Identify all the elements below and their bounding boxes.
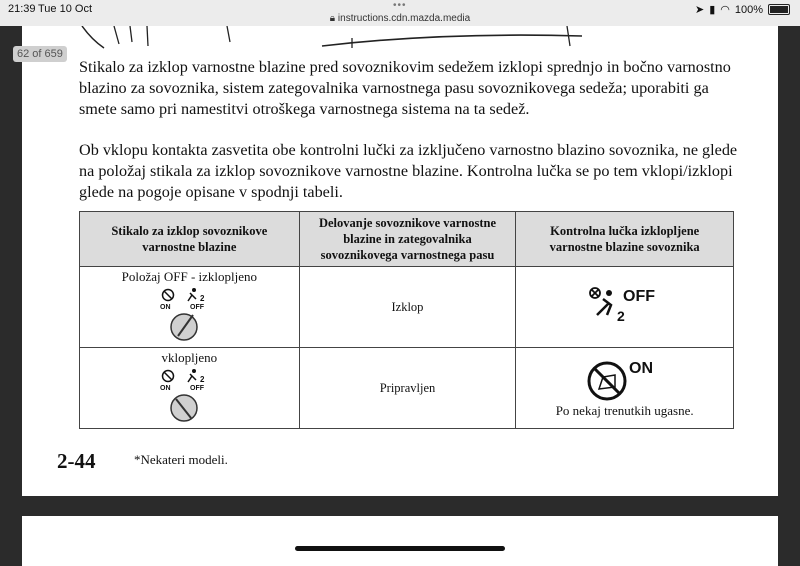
table-header-row	[80, 212, 734, 267]
seat-number: 2	[200, 375, 205, 384]
status-time: 21:39	[8, 3, 36, 15]
switch-cell	[80, 348, 300, 429]
operation-cell: Izklop	[299, 267, 516, 348]
indicator-paragraph: Ob vklopu kontakta zasvetita obe kontrolni lučki za izključeno varnostno blazino sovoznika, ne glede na položaj stikala za izklop sovoznikove varnostne blazine. Kontrolna lučka se po tem vklopi/izklopi glede na pogoje opisane v spodnji tabeli.	[79, 141, 738, 201]
table-header: Kontrolna lučka izklopljene varnostne blazine sovoznika	[516, 212, 734, 267]
status-date: Tue 10 Oct	[38, 3, 93, 15]
operation-cell: Pripravljen	[299, 348, 516, 429]
table-header: Stikalo za izklop sovoznikove varnostne blazine	[80, 212, 300, 267]
airbag-switch-on-icon	[154, 368, 224, 424]
status-bar	[0, 0, 800, 26]
off-label: OFF	[190, 304, 205, 311]
airbag-switch-off-icon	[154, 287, 224, 343]
address-bar[interactable]	[0, 13, 800, 24]
indicator-text: ON	[628, 360, 653, 377]
off-label: OFF	[190, 385, 205, 392]
airbag-on-indicator-icon	[585, 357, 665, 403]
intro-paragraph: Stikalo za izklop varnostne blazine pred sovoznikovim sedežem izklopi sprednjo in bočno varnostno blazino za sovoznika, sistem zategovalnika varnostnega pasu sovoznikovega sedeža; uporabiti ga smete samo pri namestitvi otroškega varnostnega sistema na ta sedež.	[79, 58, 731, 118]
seat-number: 2	[200, 294, 205, 303]
indicator-note: Po nekaj trenutkih ugasne.	[555, 403, 694, 418]
seat-number: 2	[616, 308, 625, 324]
url-text: instructions.cdn.mazda.media	[337, 13, 471, 24]
airbag-off-indicator-icon	[585, 281, 665, 329]
next-page	[22, 516, 778, 566]
lock-icon: 🔒︎	[329, 13, 336, 24]
table-header: Delovanje sovoznikove varnostne blazine in zategovalnika sovoznikovega varnostnega pasu	[299, 212, 516, 267]
battery-icon	[768, 4, 790, 15]
wifi-icon: ◠	[720, 4, 730, 16]
status-icons	[695, 3, 790, 16]
more-dots-icon[interactable]: •••	[393, 0, 407, 11]
on-label: ON	[160, 385, 171, 392]
home-indicator[interactable]	[295, 546, 505, 551]
table-row	[80, 267, 734, 348]
illustration-fragment	[22, 26, 778, 52]
page-counter: 62 of 659	[13, 46, 67, 62]
battery-text: 100%	[734, 3, 763, 16]
indicator-cell	[516, 348, 734, 429]
page-number: 2-44	[57, 449, 96, 473]
indicator-text: OFF	[622, 288, 655, 305]
indicator-cell	[516, 267, 734, 348]
document-page	[22, 26, 778, 496]
signal-icon: ▮	[709, 4, 716, 16]
table-row	[80, 348, 734, 429]
location-icon: ➤	[694, 4, 705, 16]
footnote: *Nekateri modeli.	[134, 452, 228, 467]
switch-state-label: Položaj OFF - izklopljeno	[121, 269, 258, 284]
airbag-table	[79, 211, 734, 429]
switch-cell	[80, 267, 300, 348]
switch-state-label: vklopljeno	[161, 350, 218, 365]
on-label: ON	[160, 304, 171, 311]
